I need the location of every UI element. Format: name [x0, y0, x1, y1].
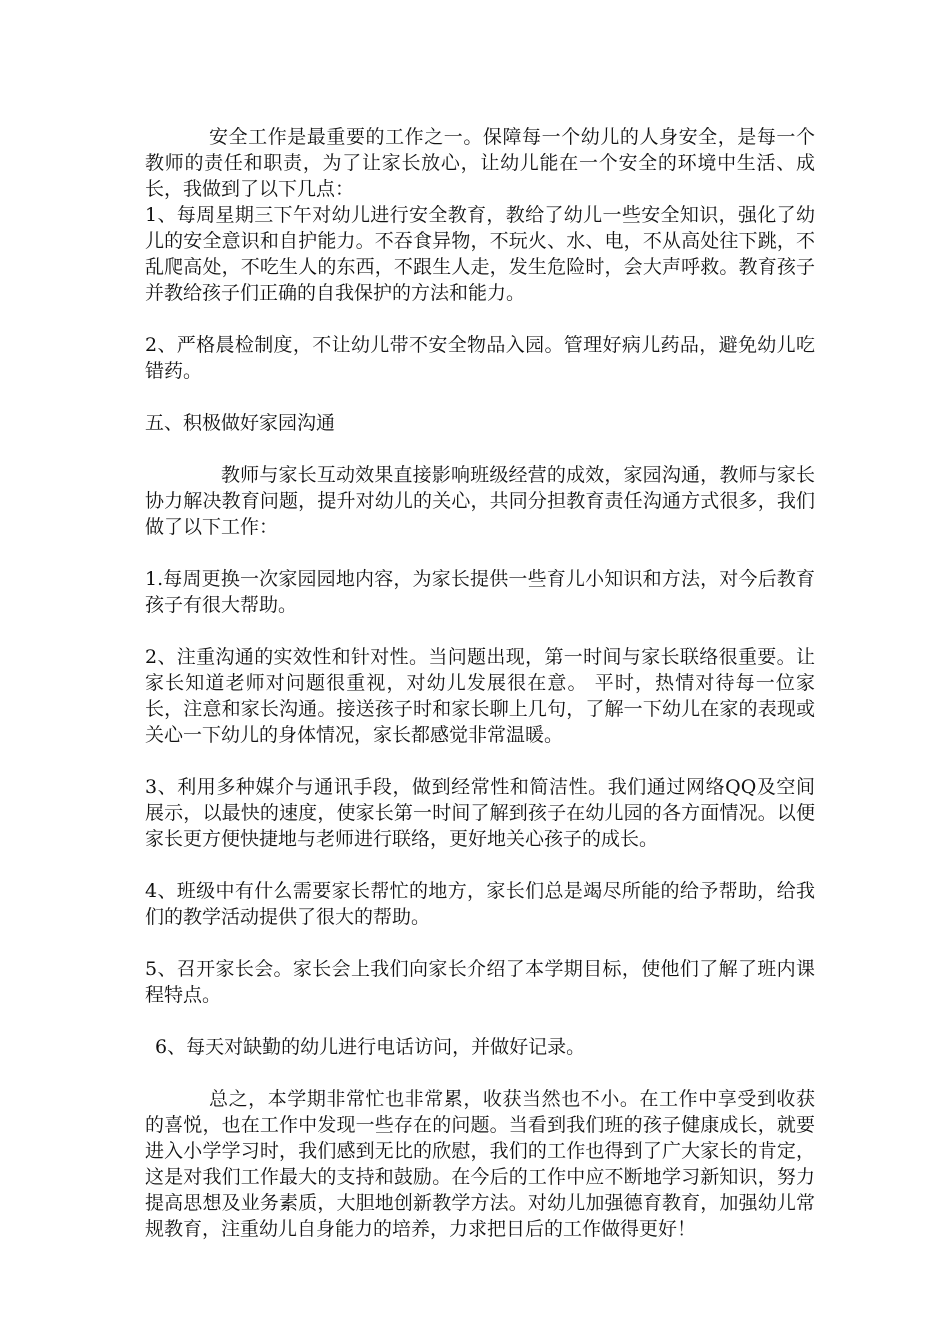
paragraph-communication-item-2: 2、注重沟通的实效性和针对性。当问题出现，第一时间与家长联络很重要。让家长知道老师对问题很重视，对幼儿发展很在意。 平时，热情对待每一位家长，注意和家长沟通。接送孩子时和家长聊上几句，了解一下幼儿在家的表现或关心一下幼儿的身体情况，家长都感觉非常温暖。	[145, 646, 815, 746]
paragraph-safety-intro: 安全工作是最重要的工作之一。保障每一个幼儿的人身安全，是每一个教师的责任和职责，为了让家长放心，让幼儿能在一个安全的环境中生活、成长，我做到了以下几点：	[145, 126, 815, 200]
paragraph-communication-item-4: 4、班级中有什么需要家长帮忙的地方，家长们总是竭尽所能的给予帮助，给我们的教学活动提供了很大的帮助。	[145, 880, 815, 928]
paragraph-summary: 总之，本学期非常忙也非常累，收获当然也不小。在工作中享受到收获的喜悦，也在工作中发现一些存在的问题。当看到我们班的孩子健康成长，就要进入小学学习时，我们感到无比的欣慰，我们的工作也得到了广大家长的肯定，这是对我们工作最大的支持和鼓励。在今后的工作中应不断地学习新知识，努力提高思想及业务素质，大胆地创新教学方法。对幼儿加强德育教育，加强幼儿常规教育，注重幼儿自身能力的培养，力求把日后的工作做得更好！	[145, 1088, 815, 1240]
paragraph-communication-item-6: 6、每天对缺勤的幼儿进行电话访问，并做好记录。	[155, 1036, 586, 1058]
paragraph-communication-item-5: 5、召开家长会。家长会上我们向家长介绍了本学期目标，使他们了解了班内课程特点。	[145, 958, 815, 1006]
paragraph-communication-item-1: 1.每周更换一次家园园地内容，为家长提供一些育儿小知识和方法，对今后教育孩子有很大帮助。	[145, 568, 815, 616]
document-body	[145, 124, 815, 1242]
paragraph-communication-item-3: 3、利用多种媒介与通讯手段，做到经常性和简洁性。我们通过网络QQ及空间展示，以最快的速度，使家长第一时间了解到孩子在幼儿园的各方面情况。以便家长更方便快捷地与老师进行联络，更好地关心孩子的成长。	[145, 776, 815, 850]
paragraph-communication-intro: 教师与家长互动效果直接影响班级经营的成效，家园沟通，教师与家长协力解决教育问题，提升对幼儿的关心，共同分担教育责任沟通方式很多，我们做了以下工作：	[145, 464, 815, 538]
section-heading-home-communication: 五、积极做好家园沟通	[145, 412, 336, 434]
paragraph-safety-item-1: 1、每周星期三下午对幼儿进行安全教育，教给了幼儿一些安全知识，强化了幼儿的安全意识和自护能力。不吞食异物，不玩火、水、电，不从高处往下跳，不乱爬高处，不吃生人的东西，不跟生人走，发生危险时，会大声呼救。教育孩子并教给孩子们正确的自我保护的方法和能力。	[145, 204, 815, 304]
paragraph-safety-item-2: 2、严格晨检制度，不让幼儿带不安全物品入园。管理好病儿药品，避免幼儿吃错药。	[145, 334, 815, 382]
